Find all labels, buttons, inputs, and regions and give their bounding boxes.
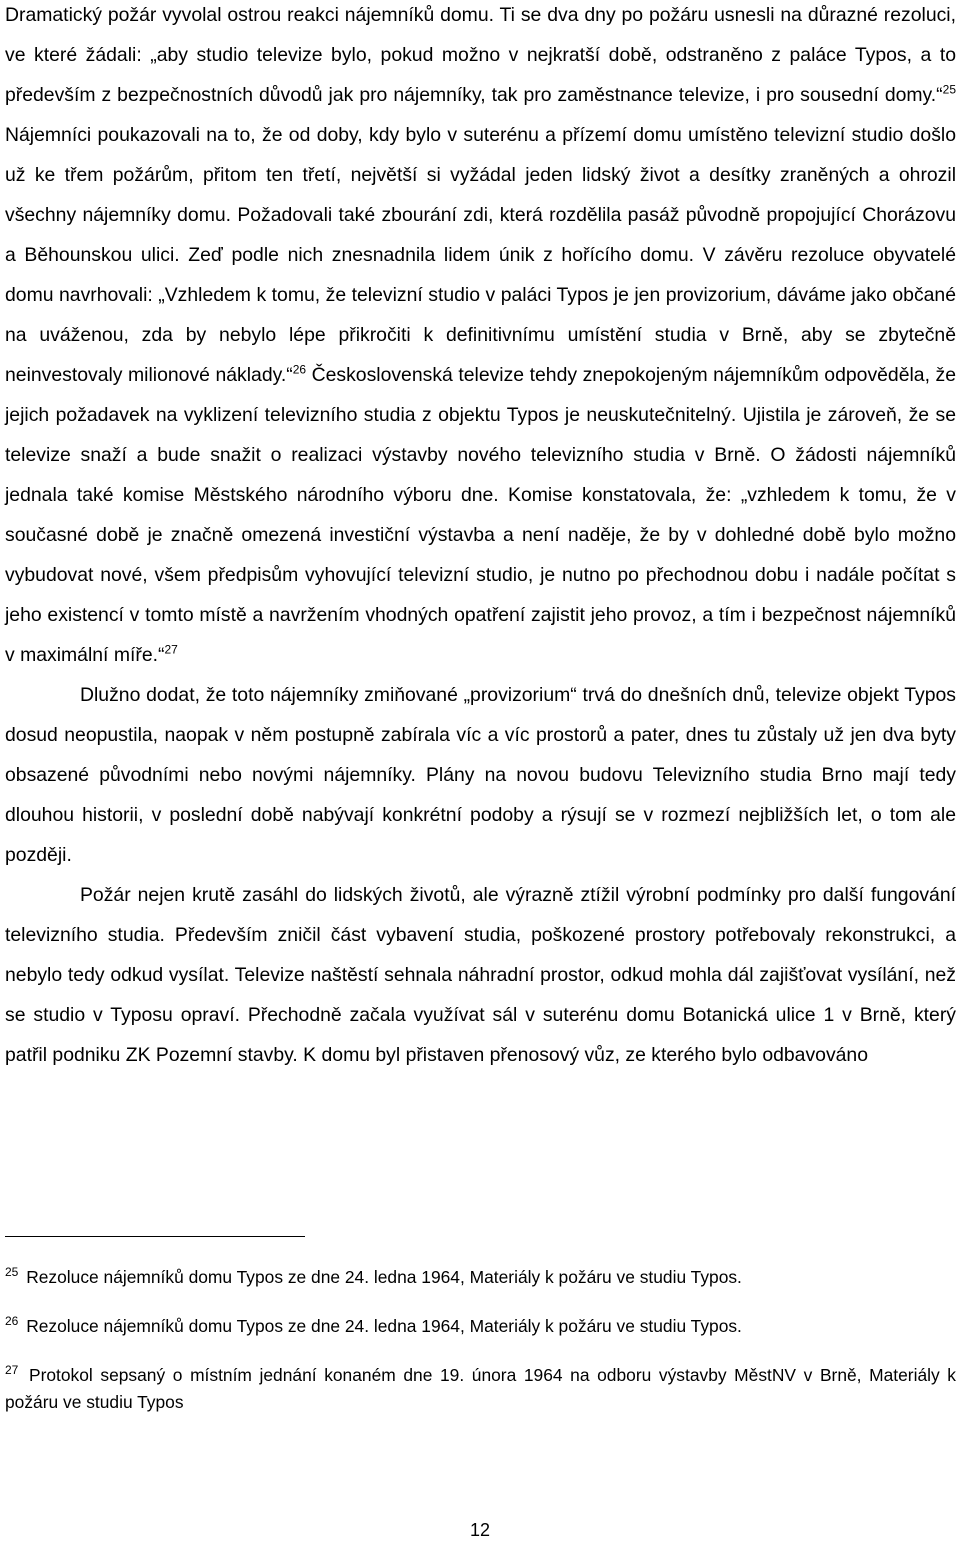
footnote-25 <box>5 1264 956 1291</box>
paragraph-1-text-b: Nájemníci poukazovali na to, že od doby, kdy bylo v suterénu a přízemí domu umístěno televizní studio došlo už ke třem požárům, přitom ten třetí, největší si vyžádal jeden lidský život a desítky zraněných a ohrozil všechny nájemníky domu. Požadovali také zbourání zdi, která rozdělila pasáž původně propojující Chorázovu a Běhounskou ulici. Zeď podle nich znesnadnila lidem únik z hořícího domu. V závěru rezoluce obyvatelé domu navrhovali: „Vzhledem k tomu, že televizní studio v paláci Typos je jen provizorium, dáváme jako občané na uváženou, zda by nebylo lépe přikročiti k definitivnímu umístění studia v Brně, aby se zbytečně neinvestovaly milionové náklady.“ <box>5 124 956 386</box>
footnote-26 <box>5 1313 956 1340</box>
paragraph-2: Dlužno dodat, že toto nájemníky zmiňované „provizorium“ trvá do dnešních dnů, televize objekt Typos dosud neopustila, naopak v něm postupně zabírala víc a víc prostorů a pater, dnes tu zůstaly už jen dva byty obsazené původními nebo novými nájemníky. Plány na novou budovu Televizního studia Brno mají tedy dlouhou historii, v poslední době nabývají konkrétní podoby a rýsují se v rozmezí nejbližších let, o tom ale později. <box>5 684 956 866</box>
paragraph-1-text-a: Dramatický požár vyvolal ostrou reakci nájemníků domu. Ti se dva dny po požáru usnesli na důrazné rezoluci, ve které žádali: „aby studio televize bylo, pokud možno v nejkratší době, odstraněno z paláce Typos, a to především z bezpečnostních důvodů jak pro nájemníky, tak pro zaměstnance televize, i pro sousední domy.“ <box>5 4 956 106</box>
page-number: 12 <box>469 1520 491 1540</box>
footnote-text: Rezoluce nájemníků domu Typos ze dne 24. ledna 1964, Materiály k požáru ve studiu Typos. <box>21 1316 742 1336</box>
footnote-ref-25: 25 <box>942 82 956 97</box>
footnote-number: 25 <box>5 1265 19 1280</box>
paragraph-1 <box>5 0 956 675</box>
paragraph-3: Požár nejen krutě zasáhl do lidských životů, ale výrazně ztížil výrobní podmínky pro další fungování televizního studia. Především zničil část vybavení studia, poškozené prostory potřebovaly rekonstrukci, a nebylo tedy odkud vysílat. Televize naštěstí sehnala náhradní prostor, odkud mohla dál zajišťovat vysílání, než se studio v Typosu opraví. Přechodně začala využívat sál v suterénu domu Botanická ulice 1 v Brně, který patřil podniku ZK Pozemní stavby. K domu byl přistaven přenosový vůz, ze kterého bylo odbavováno <box>5 884 956 1066</box>
footnote-ref-26: 26 <box>292 362 307 377</box>
footnote-text: Protokol sepsaný o místním jednání konaném dne 19. února 1964 na odboru výstavby MěstNV v Brně, Materiály k požáru ve studiu Typos <box>5 1365 956 1412</box>
document-page <box>5 0 956 1075</box>
footnote-text: Rezoluce nájemníků domu Typos ze dne 24. ledna 1964, Materiály k požáru ve studiu Typos. <box>21 1267 742 1287</box>
paragraph-1-text-c: Československá televize tehdy znepokojeným nájemníkům odpověděla, že jejich požadavek na vyklizení televizního studia z objektu Typos je neuskutečnitelný. Ujistila je zároveň, že se televize snaží a bude snažit o realizaci výstavby nového televizního studia v Brně. O žádosti nájemníků jednala také komise Městského národního výboru dne. Komise konstatovala, že: „vzhledem k tomu, že v současné době je značně omezená investiční výstavba a není naděje, že by v dohledné době bylo možno vybudovat nové, všem předpisům vyhovující televizní studio, je nutno po přechodnou dobu i nadále počítat s jeho existencí v tomto místě a navržením vhodných opatření zajistit jeho provoz, a tím i bezpečnost nájemníků v maximální míře.“ <box>5 364 956 666</box>
footnote-number: 27 <box>5 1363 19 1378</box>
footnote-separator <box>5 1236 305 1237</box>
footnote-number: 26 <box>5 1314 19 1329</box>
footnote-27 <box>5 1362 956 1416</box>
footnote-ref-27: 27 <box>164 642 178 657</box>
footnotes <box>5 1264 956 1416</box>
